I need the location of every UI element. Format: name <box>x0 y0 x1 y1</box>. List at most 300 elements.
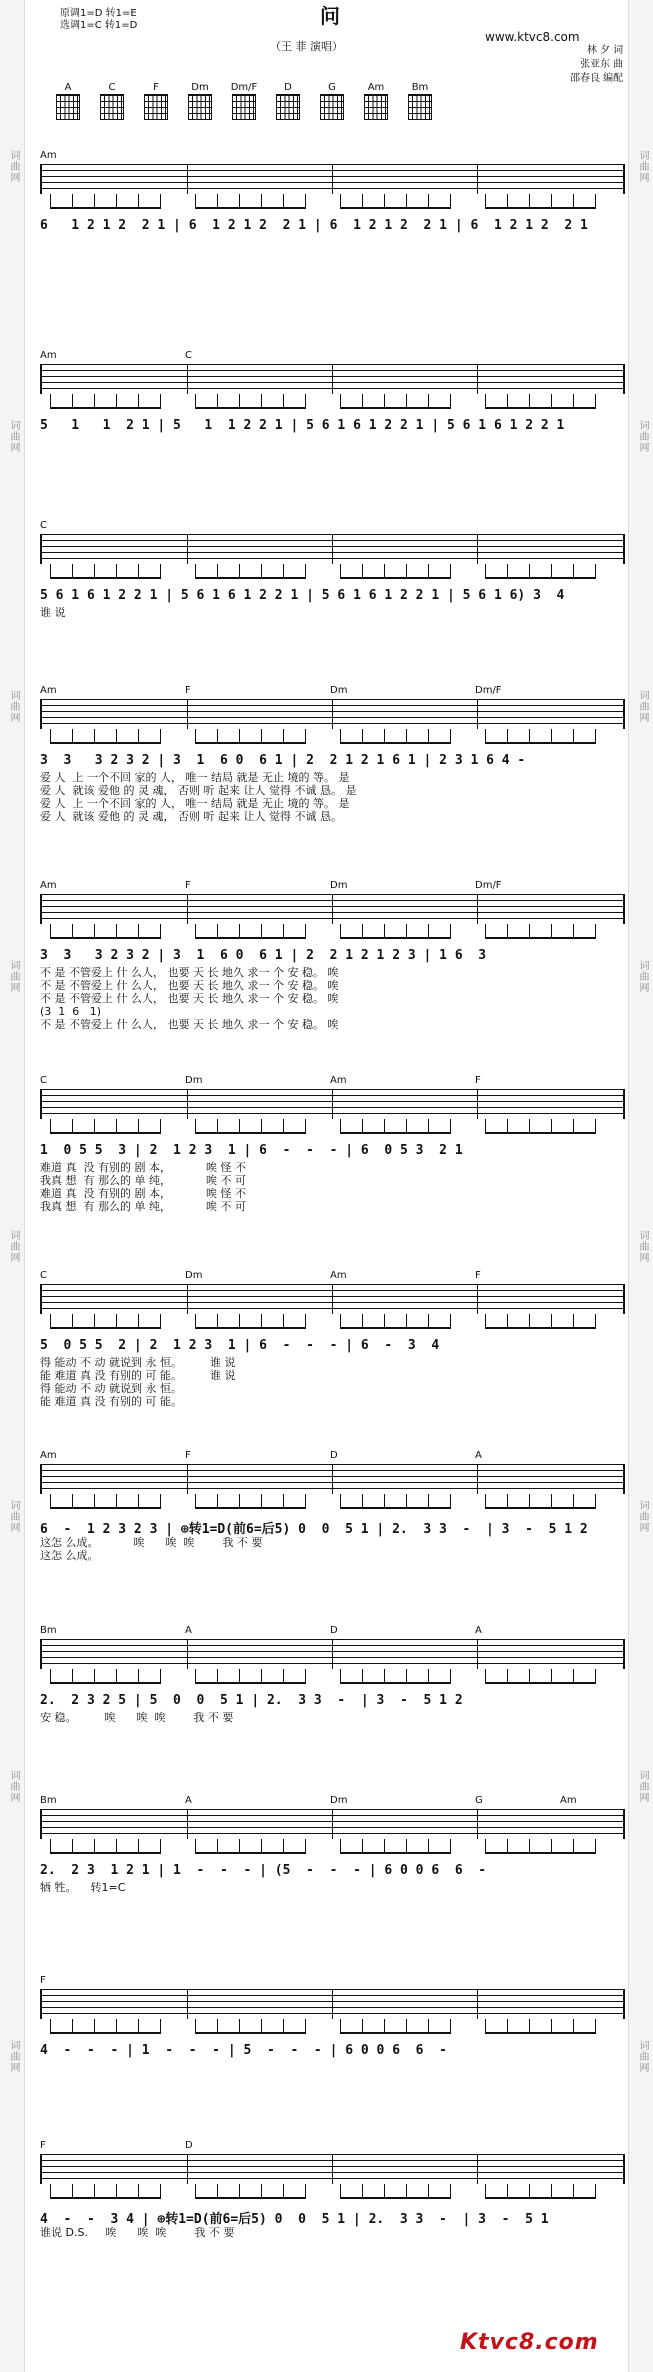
note-stem <box>406 2184 407 2198</box>
note-stem <box>384 2184 385 2198</box>
chord-symbol: D <box>185 2140 193 2151</box>
note-stem <box>283 1494 284 1508</box>
note-stem <box>362 564 363 578</box>
rhythm-stems <box>40 194 625 212</box>
note-beam <box>485 407 596 409</box>
note-stem <box>551 2019 552 2033</box>
fretboard-grid <box>144 94 168 120</box>
note-stem <box>116 1119 117 1133</box>
note-stem <box>239 1669 240 1683</box>
note-stem <box>406 1494 407 1508</box>
note-stem <box>362 729 363 743</box>
guitar-tab-staff <box>40 1809 625 1839</box>
note-beam <box>50 1852 161 1854</box>
note-stem <box>485 394 486 408</box>
chord-symbol: Dm/F <box>475 880 502 891</box>
guitar-tab-staff <box>40 1989 625 2019</box>
note-stem <box>72 564 73 578</box>
note-stem <box>239 564 240 578</box>
guitar-tab-staff <box>40 164 625 194</box>
note-stem <box>384 924 385 938</box>
note-stem <box>573 2019 574 2033</box>
note-stem <box>340 1314 341 1328</box>
note-stem <box>261 394 262 408</box>
right-margin-text: 词曲网 <box>637 690 648 723</box>
note-stem <box>551 924 552 938</box>
rhythm-stems <box>40 2019 625 2037</box>
chord-symbol: Am <box>40 1450 57 1461</box>
note-stem <box>450 564 451 578</box>
note-stem <box>551 1314 552 1328</box>
chord-symbol: C <box>40 520 47 531</box>
bar-line <box>187 1809 188 1839</box>
note-stem <box>551 1494 552 1508</box>
note-stem <box>283 1669 284 1683</box>
note-stem <box>160 394 161 408</box>
guitar-tab-staff <box>40 1089 625 1119</box>
note-stem <box>160 729 161 743</box>
note-stem <box>94 564 95 578</box>
bar-line <box>477 1809 478 1839</box>
left-margin-text: 词曲网 <box>8 690 19 723</box>
note-stem <box>384 1314 385 1328</box>
chord-symbol: C <box>40 1075 47 1086</box>
note-stem <box>72 1494 73 1508</box>
chord-symbol-row <box>40 150 625 164</box>
note-stem <box>485 2184 486 2198</box>
note-stem <box>50 1119 51 1133</box>
bar-line <box>332 1089 333 1119</box>
note-stem <box>362 2184 363 2198</box>
note-beam <box>50 2197 161 2199</box>
note-stem <box>72 2184 73 2198</box>
fretboard-grid <box>408 94 432 120</box>
note-beam <box>485 937 596 939</box>
fretboard-grid <box>276 94 300 120</box>
note-stem <box>485 1494 486 1508</box>
chord-diagram <box>187 82 213 120</box>
note-stem <box>573 1839 574 1853</box>
chord-diagram-row <box>55 82 433 120</box>
note-stem <box>94 2019 95 2033</box>
note-beam <box>50 207 161 209</box>
right-margin-text: 词曲网 <box>637 1770 648 1803</box>
note-stem <box>217 1119 218 1133</box>
lyric-line: 安 稳。 唉 唉 唉 我 不 要 <box>40 1711 234 1724</box>
note-beam <box>50 937 161 939</box>
note-stem <box>305 2019 306 2033</box>
note-stem <box>551 394 552 408</box>
note-stem <box>406 1669 407 1683</box>
note-stem <box>384 1669 385 1683</box>
note-stem <box>305 394 306 408</box>
chord-symbol: F <box>185 880 191 891</box>
note-stem <box>384 1494 385 1508</box>
rhythm-stems <box>40 1669 625 1687</box>
numbered-notation: 3 3 3 2 3 2 | 3 1 6 0 6 1 | 2 2 1 2 1 2 3 | 1 6 3 <box>40 948 487 963</box>
lyric-line: 得 能动 不 动 就说到 永 恒。 <box>40 1382 182 1395</box>
note-stem <box>116 1494 117 1508</box>
note-stem <box>195 2184 196 2198</box>
chord-symbol: Dm <box>330 1795 348 1806</box>
note-stem <box>529 2184 530 2198</box>
chord-diagram <box>319 82 345 120</box>
lyric-line: 我真 想 有 那么的 单 纯， 唉 不 可 <box>40 1174 246 1187</box>
note-stem <box>428 1119 429 1133</box>
note-stem <box>362 2019 363 2033</box>
note-stem <box>362 1839 363 1853</box>
score-system <box>40 880 625 1031</box>
note-stem <box>261 1119 262 1133</box>
note-beam <box>485 2197 596 2199</box>
right-margin-strip <box>628 0 653 2372</box>
note-stem <box>406 1839 407 1853</box>
score-system <box>40 1270 625 1408</box>
note-stem <box>340 1669 341 1683</box>
note-stem <box>50 1669 51 1683</box>
note-beam <box>485 2032 596 2034</box>
bar-line <box>332 1464 333 1494</box>
rhythm-stems <box>40 1839 625 1857</box>
note-stem <box>573 1494 574 1508</box>
lyric-line: 难道 真 没 有别的 剧 本， 唉 怪 不 <box>40 1187 246 1200</box>
note-stem <box>406 1314 407 1328</box>
key-info <box>60 8 137 32</box>
note-stem <box>406 394 407 408</box>
note-stem <box>195 194 196 208</box>
note-stem <box>305 1839 306 1853</box>
note-stem <box>428 729 429 743</box>
lyric-line: 这怎 么成。 唉 唉 唉 我 不 要 <box>40 1536 263 1549</box>
note-stem <box>116 1314 117 1328</box>
note-beam <box>50 1132 161 1134</box>
bar-line <box>187 164 188 194</box>
note-stem <box>428 1669 429 1683</box>
note-stem <box>573 2184 574 2198</box>
lyric-line: (3 1 6 1) <box>40 1005 102 1018</box>
note-stem <box>50 1494 51 1508</box>
note-stem <box>529 729 530 743</box>
note-beam <box>340 1132 451 1134</box>
rhythm-stems <box>40 564 625 582</box>
score-system <box>40 1075 625 1213</box>
note-stem <box>362 1119 363 1133</box>
note-beam <box>50 1327 161 1329</box>
bar-line <box>477 1989 478 2019</box>
note-stem <box>94 1494 95 1508</box>
note-stem <box>573 1314 574 1328</box>
note-beam <box>195 407 306 409</box>
note-stem <box>507 2184 508 2198</box>
note-stem <box>239 2184 240 2198</box>
chord-symbol-row <box>40 1625 625 1639</box>
chord-diagram <box>407 82 433 120</box>
note-stem <box>195 1119 196 1133</box>
guitar-tab-staff <box>40 894 625 924</box>
note-stem <box>72 394 73 408</box>
chord-symbol: Dm/F <box>475 685 502 696</box>
chord-symbol: F <box>475 1270 481 1281</box>
chord-symbol: Bm <box>40 1625 57 1636</box>
note-stem <box>340 1119 341 1133</box>
note-stem <box>261 1669 262 1683</box>
chord-diagram <box>55 82 81 120</box>
lyric-line: 谁 说 <box>40 606 66 619</box>
note-stem <box>261 1494 262 1508</box>
chord-symbol: C <box>40 1270 47 1281</box>
chord-symbol: F <box>40 2140 46 2151</box>
guitar-tab-staff <box>40 699 625 729</box>
chord-symbol: A <box>185 1795 192 1806</box>
note-stem <box>116 1669 117 1683</box>
note-stem <box>138 1839 139 1853</box>
bar-line <box>187 534 188 564</box>
note-stem <box>450 1119 451 1133</box>
note-stem <box>529 194 530 208</box>
chord-symbol: F <box>185 685 191 696</box>
note-stem <box>485 2019 486 2033</box>
bar-line <box>332 1284 333 1314</box>
chord-diagram <box>275 82 301 120</box>
note-stem <box>529 1839 530 1853</box>
note-beam <box>340 2197 451 2199</box>
chord-symbol-row <box>40 1075 625 1089</box>
note-stem <box>384 1839 385 1853</box>
note-stem <box>261 1314 262 1328</box>
note-stem <box>428 2019 429 2033</box>
note-stem <box>283 1119 284 1133</box>
bar-line <box>187 1989 188 2019</box>
note-stem <box>283 564 284 578</box>
score-system <box>40 1625 625 1724</box>
website-url: www.ktvc8.com <box>485 30 580 44</box>
note-stem <box>283 2019 284 2033</box>
note-stem <box>160 2184 161 2198</box>
note-beam <box>340 1682 451 1684</box>
lyric-line: 爱 人 就该 爱他 的 灵 魂， 否则 听 起来 让人 觉得 不诚 恳。 <box>40 810 342 823</box>
note-stem <box>217 2184 218 2198</box>
lyric-line: 难道 真 没 有别的 剧 本， 唉 怪 不 <box>40 1161 246 1174</box>
chord-symbol: D <box>330 1625 338 1636</box>
note-beam <box>195 2032 306 2034</box>
bar-line <box>477 164 478 194</box>
score-system <box>40 150 625 236</box>
rhythm-stems <box>40 729 625 747</box>
note-stem <box>384 729 385 743</box>
fretboard-grid <box>320 94 344 120</box>
chord-symbol: Bm <box>40 1795 57 1806</box>
numbered-notation: 2. 2 3 2 5 | 5 0 0 5 1 | 2. 3 3 - | 3 - 5 1 2 <box>40 1693 463 1708</box>
note-stem <box>384 194 385 208</box>
note-stem <box>239 2019 240 2033</box>
note-stem <box>94 194 95 208</box>
note-stem <box>595 2019 596 2033</box>
left-margin-text: 词曲网 <box>8 960 19 993</box>
fretboard-grid <box>364 94 388 120</box>
chord-symbol: Dm <box>185 1075 203 1086</box>
note-stem <box>217 194 218 208</box>
note-stem <box>195 564 196 578</box>
rhythm-stems <box>40 924 625 942</box>
note-stem <box>239 1119 240 1133</box>
note-stem <box>72 2019 73 2033</box>
chord-diagram-name: D <box>284 82 292 93</box>
chord-symbol: D <box>330 1450 338 1461</box>
note-stem <box>116 194 117 208</box>
note-stem <box>595 394 596 408</box>
score-system <box>40 350 625 436</box>
note-stem <box>50 1839 51 1853</box>
note-stem <box>485 924 486 938</box>
note-stem <box>384 394 385 408</box>
chord-symbol: Am <box>40 880 57 891</box>
note-stem <box>239 729 240 743</box>
bar-line <box>332 1989 333 2019</box>
key-line-original: 原调1=D 转1=E <box>60 8 137 19</box>
note-beam <box>195 2197 306 2199</box>
note-stem <box>50 194 51 208</box>
note-stem <box>573 394 574 408</box>
numbered-notation: 1 0 5 5 3 | 2 1 2 3 1 | 6 - - - | 6 0 5 3 2 1 <box>40 1143 463 1158</box>
note-stem <box>50 1314 51 1328</box>
note-beam <box>485 577 596 579</box>
note-stem <box>138 1494 139 1508</box>
bar-line <box>477 534 478 564</box>
bar-line <box>477 1464 478 1494</box>
note-stem <box>239 194 240 208</box>
chord-diagram-name: C <box>108 82 116 93</box>
note-stem <box>340 564 341 578</box>
note-stem <box>485 1669 486 1683</box>
note-beam <box>195 1852 306 1854</box>
note-stem <box>428 924 429 938</box>
note-beam <box>50 577 161 579</box>
note-stem <box>116 2019 117 2033</box>
note-stem <box>450 2184 451 2198</box>
note-stem <box>595 194 596 208</box>
guitar-tab-staff <box>40 2154 625 2184</box>
note-stem <box>406 729 407 743</box>
note-stem <box>428 1494 429 1508</box>
note-stem <box>138 924 139 938</box>
score-system <box>40 685 625 823</box>
chord-symbol: Dm <box>330 685 348 696</box>
note-stem <box>50 2184 51 2198</box>
numbered-notation: 5 1 1 2 1 | 5 1 1 2 2 1 | 5 6 1 6 1 2 2 1 | 5 6 1 6 1 2 2 1 <box>40 418 565 433</box>
note-stem <box>595 564 596 578</box>
note-stem <box>195 729 196 743</box>
note-stem <box>195 1669 196 1683</box>
note-stem <box>160 2019 161 2033</box>
note-stem <box>551 1839 552 1853</box>
note-beam <box>340 1852 451 1854</box>
chord-diagram-name: Dm <box>191 82 209 93</box>
note-stem <box>573 1669 574 1683</box>
rhythm-stems <box>40 1314 625 1332</box>
note-stem <box>507 2019 508 2033</box>
bar-line <box>187 364 188 394</box>
note-stem <box>450 1494 451 1508</box>
note-stem <box>551 729 552 743</box>
credit-composer: 张亚东 曲 <box>580 59 624 70</box>
note-beam <box>340 407 451 409</box>
numbered-notation: 3 3 3 2 3 2 | 3 1 6 0 6 1 | 2 2 1 2 1 6 1 | 2 3 1 6 4 - <box>40 753 526 768</box>
chord-diagram <box>231 82 257 120</box>
guitar-tab-staff <box>40 1464 625 1494</box>
note-stem <box>217 2019 218 2033</box>
note-stem <box>116 2184 117 2198</box>
note-beam <box>340 1327 451 1329</box>
note-stem <box>362 1669 363 1683</box>
note-stem <box>283 729 284 743</box>
note-stem <box>406 2019 407 2033</box>
note-stem <box>217 729 218 743</box>
note-stem <box>305 1494 306 1508</box>
note-stem <box>485 564 486 578</box>
chord-symbol: Am <box>330 1270 347 1281</box>
chord-symbol-row <box>40 350 625 364</box>
note-stem <box>116 1839 117 1853</box>
note-stem <box>138 1314 139 1328</box>
note-stem <box>160 924 161 938</box>
note-stem <box>507 1669 508 1683</box>
left-margin-text: 词曲网 <box>8 1230 19 1263</box>
note-beam <box>50 407 161 409</box>
chord-symbol: Dm <box>185 1270 203 1281</box>
lyric-line: 牺 牲。 转1=C <box>40 1881 126 1894</box>
note-stem <box>160 1494 161 1508</box>
note-stem <box>160 1839 161 1853</box>
bar-line <box>187 699 188 729</box>
fretboard-grid <box>56 94 80 120</box>
note-stem <box>428 194 429 208</box>
right-margin-text: 词曲网 <box>637 1500 648 1533</box>
note-stem <box>138 194 139 208</box>
left-margin-strip <box>0 0 25 2372</box>
guitar-tab-staff <box>40 364 625 394</box>
note-beam <box>50 1507 161 1509</box>
note-stem <box>138 729 139 743</box>
note-stem <box>239 1494 240 1508</box>
chord-diagram-name: F <box>153 82 159 93</box>
note-stem <box>116 729 117 743</box>
note-stem <box>305 924 306 938</box>
bar-line <box>477 699 478 729</box>
note-stem <box>406 194 407 208</box>
note-stem <box>116 564 117 578</box>
note-stem <box>305 1314 306 1328</box>
note-beam <box>50 742 161 744</box>
note-stem <box>305 2184 306 2198</box>
note-stem <box>94 394 95 408</box>
note-stem <box>305 1669 306 1683</box>
left-margin-text: 词曲网 <box>8 420 19 453</box>
note-stem <box>195 2019 196 2033</box>
note-stem <box>283 2184 284 2198</box>
note-stem <box>450 194 451 208</box>
note-stem <box>406 1119 407 1133</box>
lyric-line: 能 难道 真 没 有别的 可 能。 谁 说 <box>40 1369 236 1382</box>
bar-line <box>477 894 478 924</box>
note-beam <box>50 2032 161 2034</box>
key-line-selected: 选调1=C 转1=D <box>60 20 138 31</box>
note-stem <box>94 1669 95 1683</box>
chord-diagram <box>143 82 169 120</box>
note-stem <box>94 924 95 938</box>
chord-symbol: Am <box>40 150 57 161</box>
note-stem <box>507 194 508 208</box>
note-beam <box>195 1507 306 1509</box>
